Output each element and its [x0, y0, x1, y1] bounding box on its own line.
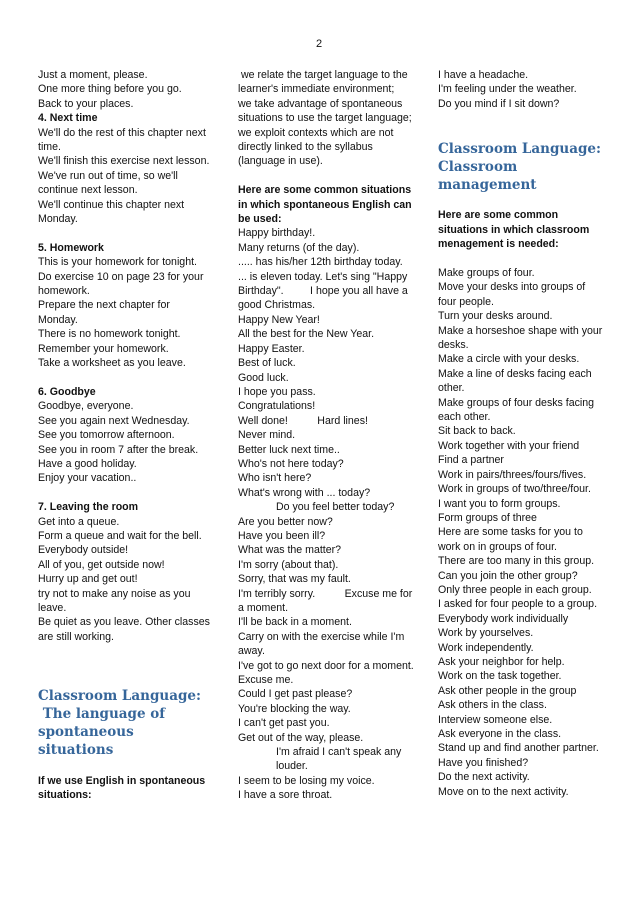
text-line: See you again next Wednesday.: [38, 414, 190, 427]
text-line: Best of luck.: [238, 357, 296, 370]
text-line: Make a line of desks facing each other.: [438, 367, 595, 395]
text-line: Work by yourselves.: [438, 627, 534, 640]
text-line: I hope you pass.: [238, 385, 316, 398]
section-heading: 7. Leaving the room: [38, 501, 139, 514]
text-line: Happy birthday!.: [238, 227, 316, 240]
text-line: Stand up and find another partner.: [438, 742, 599, 755]
text-line: Move on to the next activity.: [438, 785, 569, 798]
text-line: I'm feeling under the weather.: [438, 83, 577, 96]
text-line: Everybody work individually: [438, 612, 569, 625]
text-line: Work on the task together.: [438, 670, 562, 683]
spacer: [438, 252, 604, 266]
text-line: Sit back to back.: [438, 425, 516, 438]
spacer: [38, 659, 210, 673]
text-line: All the best for the New Year.: [238, 328, 375, 341]
text-line: Could I get past please?: [238, 688, 353, 701]
text-line: Back to your places.: [38, 97, 134, 110]
text-line: Work in groups of two/three/four.: [438, 483, 591, 496]
text-line: Never mind.: [238, 429, 296, 442]
text-line: You're blocking the way.: [238, 702, 351, 715]
spacer: [38, 673, 210, 687]
spacer: [38, 226, 210, 240]
text-line: Move your desks into groups of four people.: [438, 281, 589, 308]
text-line: I'm terribly sorry. Excuse me for a moment.: [238, 587, 416, 615]
text-line: I'm afraid I can't speak any louder.: [276, 746, 405, 773]
text-line: All of you, get outside now!: [38, 558, 165, 571]
text-line: Who isn't here?: [238, 472, 312, 485]
text-line: We've run out of time, so we'll continue next lesson.: [38, 169, 181, 197]
page-number: 2: [315, 38, 323, 50]
text-line: Happy New Year!: [238, 313, 320, 326]
text-line: Take a worksheet as you leave.: [38, 357, 186, 370]
text-line: Only three people in each group.: [438, 583, 592, 596]
text-line: Many returns (of the day).: [238, 241, 360, 254]
text-line: See you tomorrow afternoon.: [38, 429, 175, 442]
text-line: Have you been ill?: [238, 529, 326, 542]
text-line: ... is eleven today. Let's sing "Happy Birthday". I hope you all have a good Christmas.: [238, 270, 411, 312]
text-line: Work together with your friend: [438, 439, 580, 452]
text-line: we exploit contexts which are not directly linked to the syllabus (language in use).: [238, 126, 397, 168]
text-line: Make a horseshoe shape with your desks.: [438, 324, 606, 352]
spacer: [38, 371, 210, 385]
text-line: Goodbye, everyone.: [38, 400, 134, 413]
text-line: Can you join the other group?: [438, 569, 578, 582]
text-line: Enjoy your vacation..: [38, 472, 137, 485]
column-middle: [238, 68, 416, 803]
text-line: Well done! Hard lines!: [238, 414, 368, 427]
spacer: [438, 126, 604, 140]
text-line: we relate the target language to the learner's immediate environment;: [238, 69, 411, 96]
text-line: There is no homework tonight.: [38, 328, 181, 341]
text-line: I've got to go next door for a moment.: [238, 659, 414, 672]
text-line: What was the matter?: [238, 544, 342, 557]
text-line: Have you finished?: [438, 756, 529, 769]
chapter-heading: Classroom Language: Classroom management: [438, 141, 606, 193]
spacer: [38, 759, 210, 773]
text-line: Do the next activity.: [438, 771, 530, 784]
spacer: [38, 644, 210, 658]
text-line: Ask your neighbor for help.: [438, 655, 565, 668]
text-line: Interview someone else.: [438, 713, 553, 726]
text-line: Just a moment, please.: [38, 69, 148, 81]
text-line: try not to make any noise as you leave.: [38, 587, 194, 614]
text-line: I want you to form groups.: [438, 497, 561, 510]
text-line: Get out of the way, please.: [238, 731, 364, 744]
text-line: Make groups of four desks facing each other.: [438, 396, 597, 424]
text-line: This is your homework for tonight.: [38, 256, 197, 269]
text-line: Ask everyone in the class.: [438, 728, 562, 740]
text-line: See you in room 7 after the break.: [38, 443, 199, 456]
spacer: [438, 194, 604, 208]
text-line: we take advantage of spontaneous situations to use the target language;: [238, 97, 412, 125]
text-line: I have a sore throat.: [238, 789, 333, 802]
text-line: Form a queue and wait for the bell.: [38, 529, 202, 542]
text-line: Excuse me.: [238, 674, 294, 687]
text-line: Do you mind if I sit down?: [438, 97, 560, 110]
text-line: Better luck next time..: [238, 443, 340, 456]
column-left: [38, 68, 213, 803]
text-line: One more thing before you go.: [38, 83, 182, 96]
text-line: We'll do the rest of this chapter next time.: [38, 126, 209, 154]
text-line: We'll continue this chapter next Monday.: [38, 198, 188, 226]
text-line: Ask others in the class.: [438, 699, 547, 712]
chapter-heading: Classroom Language: The language of spontaneous situations: [38, 688, 201, 759]
text-line: I seem to be losing my voice.: [238, 774, 375, 787]
section-heading: Here are some common situations in which spontaneous English can be used:: [238, 184, 415, 226]
section-heading: 5. Homework: [38, 241, 104, 254]
text-line: I have a headache.: [438, 69, 529, 81]
text-line: I'm sorry (about that).: [238, 558, 339, 571]
text-line: Have a good holiday.: [38, 457, 137, 470]
text-line: Everybody outside!: [38, 544, 129, 557]
text-line: Work independently.: [438, 641, 534, 654]
text-line: Prepare the next chapter for Monday.: [38, 299, 173, 326]
text-line: There are too many in this group.: [438, 555, 595, 568]
text-line: Congratulations!: [238, 400, 316, 413]
section-heading: If we use English in spontaneous situations:: [38, 774, 209, 802]
text-line: Are you better now?: [238, 515, 333, 528]
text-line: Good luck.: [238, 371, 289, 384]
text-line: Who's not here today?: [238, 457, 344, 470]
text-line: I'll be back in a moment.: [238, 616, 352, 629]
text-line: I can't get past you.: [238, 717, 330, 730]
spacer: [38, 486, 210, 500]
spacer: [238, 169, 416, 183]
text-line: Do you feel better today?: [276, 501, 395, 514]
text-line: Happy Easter.: [238, 342, 305, 355]
section-heading: 4. Next time: [38, 112, 98, 125]
text-line: Carry on with the exercise while I'm away.: [238, 630, 408, 658]
text-line: Do exercise 10 on page 23 for your homework.: [38, 270, 207, 298]
text-line: Work in pairs/threes/fours/fives.: [438, 468, 587, 481]
text-line: Turn your desks around.: [438, 310, 553, 323]
text-line: Remember your homework.: [38, 342, 169, 355]
text-line: Ask other people in the group: [438, 684, 577, 697]
text-line: Make a circle with your desks.: [438, 353, 580, 366]
text-line: Make groups of four.: [438, 267, 535, 279]
text-line: We'll finish this exercise next lesson.: [38, 155, 210, 168]
column-right: [438, 68, 604, 799]
text-line: Hurry up and get out!: [38, 573, 138, 586]
text-line: Form groups of three: [438, 511, 537, 524]
text-line: I asked for four people to a group.: [438, 598, 598, 611]
text-line: Find a partner: [438, 454, 504, 467]
text-line: Get into a queue.: [38, 515, 120, 528]
text-line: Be quiet as you leave. Other classes are still working.: [38, 616, 213, 643]
text-line: ..... has his/her 12th birthday today.: [238, 256, 403, 269]
section-heading: 6. Goodbye: [38, 385, 96, 398]
text-line: Sorry, that was my fault.: [238, 573, 351, 586]
section-heading: Here are some common situations in which classroom menagement is needed:: [438, 209, 593, 251]
text-line: What's wrong with ... today?: [238, 486, 371, 499]
spacer: [438, 111, 604, 125]
text-line: Here are some tasks for you to work on in groups of four.: [438, 526, 586, 553]
